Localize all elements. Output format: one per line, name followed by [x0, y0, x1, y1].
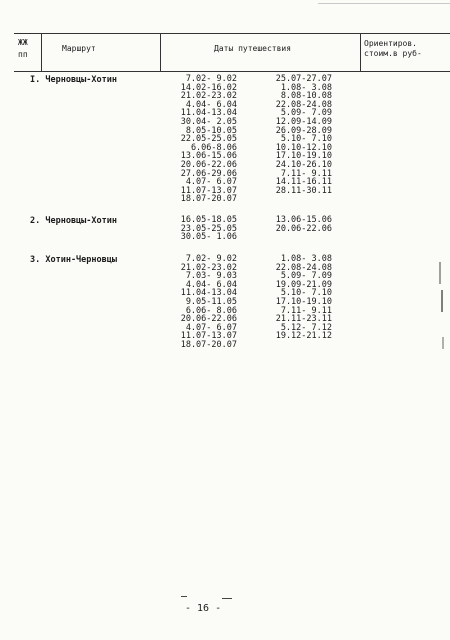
date-range: 4.04- 6.04 [185, 279, 237, 290]
header-dates: Даты путешествия [214, 44, 292, 53]
dates-column-1 [175, 255, 237, 350]
date-range: 21.02-23.02 [180, 262, 237, 273]
date-range: 14.11-16.11 [275, 177, 332, 188]
date-range: 7.02- 9.02 [185, 74, 237, 84]
dates-column-2 [270, 255, 332, 341]
date-range: 30.04- 2.05 [180, 116, 237, 127]
date-range: 16.05-18.05 [180, 215, 237, 225]
table-header [14, 33, 450, 72]
date-range: 5.09- 7.09 [280, 108, 332, 119]
date-range: 6.06-8.06 [190, 142, 237, 153]
route-label: I. Черновцы-Хотин [30, 75, 117, 85]
date-range: 22.08-24.08 [275, 262, 332, 273]
date-range: 17.10-19.10 [275, 151, 332, 162]
header-divider-3 [360, 33, 361, 72]
header-number-top: ЖЖ [18, 38, 28, 47]
date-range: 21.02-23.02 [180, 91, 237, 102]
date-range: 27.06-29.06 [180, 168, 237, 179]
date-range: 5.09- 7.09 [280, 271, 332, 282]
date-range: 9.05-11.05 [185, 296, 237, 307]
date-range: 18.07-20.07 [180, 339, 237, 350]
date-range: 17.10-19.10 [275, 296, 332, 307]
date-range: 20.06-22.06 [180, 159, 237, 170]
top-edge-line [318, 3, 450, 4]
date-range: 4.07- 6.07 [185, 322, 237, 333]
dates-column-2 [270, 216, 332, 233]
date-range: 23.05-25.05 [180, 223, 237, 234]
date-range: 4.04- 6.04 [185, 99, 237, 110]
date-range: 26.09-28.09 [275, 125, 332, 136]
date-range: 13.06-15.06 [180, 151, 237, 162]
header-route: Маршрут [62, 44, 96, 53]
header-number-bottom: пп [18, 50, 28, 59]
page-number: - 16 - [185, 603, 222, 614]
date-range: 14.02-16.02 [180, 82, 237, 93]
date-range: 4.07- 6.07 [185, 177, 237, 188]
date-range: 28.11-30.11 [275, 185, 332, 196]
dates-column-1 [175, 75, 237, 204]
date-range: 18.07-20.07 [180, 194, 237, 205]
date-range: 6.06- 8.06 [185, 305, 237, 316]
date-range: 5.10- 7.10 [280, 134, 332, 145]
date-range: 7.11- 9.11 [280, 305, 332, 316]
date-range: 22.05-25.05 [180, 134, 237, 145]
date-range: 10.10-12.10 [275, 142, 332, 153]
date-range: 19.09-21.09 [275, 279, 332, 290]
header-divider-2 [160, 33, 161, 72]
date-range: 22.08-24.08 [275, 99, 332, 110]
date-range: 21.11-23.11 [275, 314, 332, 325]
date-range: 7.03- 9.03 [185, 271, 237, 282]
date-range: 7.11- 9.11 [280, 168, 332, 179]
date-range: 25.07-27.07 [275, 74, 332, 84]
footer-tick-left [181, 596, 187, 597]
date-range: 20.06-22.06 [180, 314, 237, 325]
date-range: 5.12- 7.12 [280, 322, 332, 333]
header-cost-line1: Ориентиров. [364, 39, 417, 48]
date-range: 8.08-10.08 [280, 91, 332, 102]
dates-column-1 [175, 216, 237, 242]
header-bottom-rule [14, 71, 450, 72]
date-range: 7.02- 9.02 [185, 254, 237, 264]
date-range: 11.07-13.07 [180, 331, 237, 342]
date-range: 8.05-10.05 [185, 125, 237, 136]
date-range: 11.04-13.04 [180, 108, 237, 119]
header-top-rule [14, 33, 450, 34]
scan-mark [441, 290, 443, 312]
footer-tick-right [222, 598, 232, 599]
scan-mark [439, 262, 441, 284]
date-range: 5.10- 7.10 [280, 288, 332, 299]
date-range: 1.08- 3.08 [280, 254, 332, 264]
date-range: 11.07-13.07 [180, 185, 237, 196]
scan-mark [442, 337, 444, 349]
date-range: 24.10-26.10 [275, 159, 332, 170]
date-range: 13.06-15.06 [275, 215, 332, 225]
header-divider-1 [41, 33, 42, 72]
dates-column-2 [270, 75, 332, 195]
date-range: 19.12-21.12 [275, 331, 332, 342]
date-range: 20.06-22.06 [275, 223, 332, 234]
date-range: 30.05- 1.06 [180, 232, 237, 243]
route-label: 2. Черновцы-Хотин [30, 216, 117, 226]
date-range: 1.08- 3.08 [280, 82, 332, 93]
header-cost-line2: стоим.в руб- [364, 49, 422, 58]
route-label: 3. Хотин-Черновцы [30, 255, 117, 265]
date-range: 12.09-14.09 [275, 116, 332, 127]
date-range: 11.04-13.04 [180, 288, 237, 299]
